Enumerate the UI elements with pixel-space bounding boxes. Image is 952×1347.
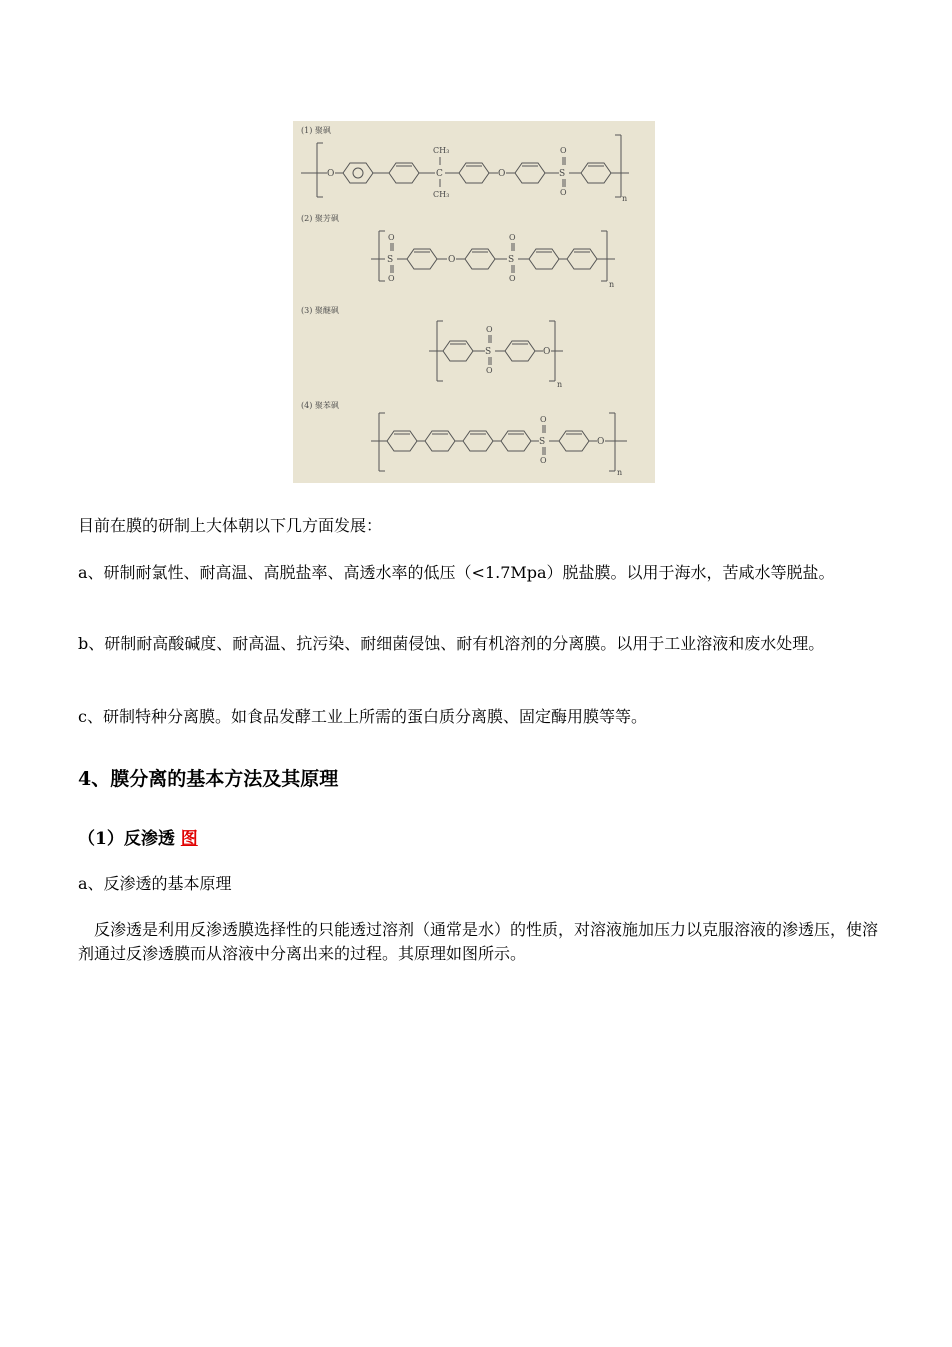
section-heading: 4、膜分离的基本方法及其原理 xyxy=(78,768,339,790)
svg-text:O: O xyxy=(486,366,493,375)
svg-text:O: O xyxy=(509,274,516,283)
svg-text:CH₃: CH₃ xyxy=(433,146,450,155)
svg-text:O: O xyxy=(498,169,506,179)
subsection-heading xyxy=(78,824,198,849)
list-item-a: a、研制耐氯性、耐高温、高脱盐率、高透水率的低压（<1.7Mpa）脱盐膜。以用于海水，苦咸水等脱盐。 xyxy=(78,563,835,582)
intro-paragraph: 目前在膜的研制上大体朝以下几方面发展： xyxy=(78,516,383,535)
structure-label-2: (2) 聚芳砜 xyxy=(301,214,339,223)
svg-text:n: n xyxy=(557,380,563,389)
body-paragraph: 反渗透是利用反渗透膜选择性的只能透过溶剂（通常是水）的性质，对溶液施加压力以克服溶液的渗透压，使溶剂通过反渗透膜而从溶液中分离出来的过程。其原理如图所示。 xyxy=(78,920,879,963)
svg-text:O: O xyxy=(388,274,395,283)
svg-text:n: n xyxy=(609,280,615,289)
svg-text:O: O xyxy=(540,456,547,465)
svg-text:O: O xyxy=(597,437,605,447)
list-item-c: c、研制特种分离膜。如食品发酵工业上所需的蛋白质分离膜、固定酶用膜等等。 xyxy=(78,707,647,726)
svg-text:O: O xyxy=(560,188,567,197)
structure-label-1: (1) 聚砜 xyxy=(301,126,331,135)
svg-text:O: O xyxy=(388,233,395,242)
structure-label-3: (3) 聚醚砜 xyxy=(301,306,339,315)
svg-text:S: S xyxy=(485,347,492,357)
sub-title: a、反渗透的基本原理 xyxy=(78,874,232,893)
svg-text:O: O xyxy=(327,169,335,179)
svg-text:S: S xyxy=(387,255,394,265)
svg-text:O: O xyxy=(486,325,493,334)
svg-text:O: O xyxy=(448,255,456,265)
svg-text:n: n xyxy=(617,468,623,477)
svg-text:O: O xyxy=(540,415,547,424)
svg-text:S: S xyxy=(508,255,515,265)
svg-text:O: O xyxy=(560,146,567,155)
figure-link[interactable]: 图 xyxy=(180,829,198,849)
svg-text:S: S xyxy=(559,169,566,179)
svg-text:O: O xyxy=(509,233,516,242)
structure-label-4: (4) 聚苯砜 xyxy=(301,401,339,410)
subsection-label: （1）反渗透 xyxy=(78,829,175,849)
svg-text:O: O xyxy=(543,347,551,357)
svg-text:CH₃: CH₃ xyxy=(433,190,450,199)
list-item-b: b、研制耐高酸碱度、耐高温、抗污染、耐细菌侵蚀、耐有机溶剂的分离膜。以用于工业溶液和废水处理。 xyxy=(78,634,825,653)
svg-text:C: C xyxy=(436,169,443,179)
svg-text:S: S xyxy=(539,437,546,447)
polysulfone-structures-figure xyxy=(293,121,655,483)
svg-text:n: n xyxy=(622,194,628,203)
